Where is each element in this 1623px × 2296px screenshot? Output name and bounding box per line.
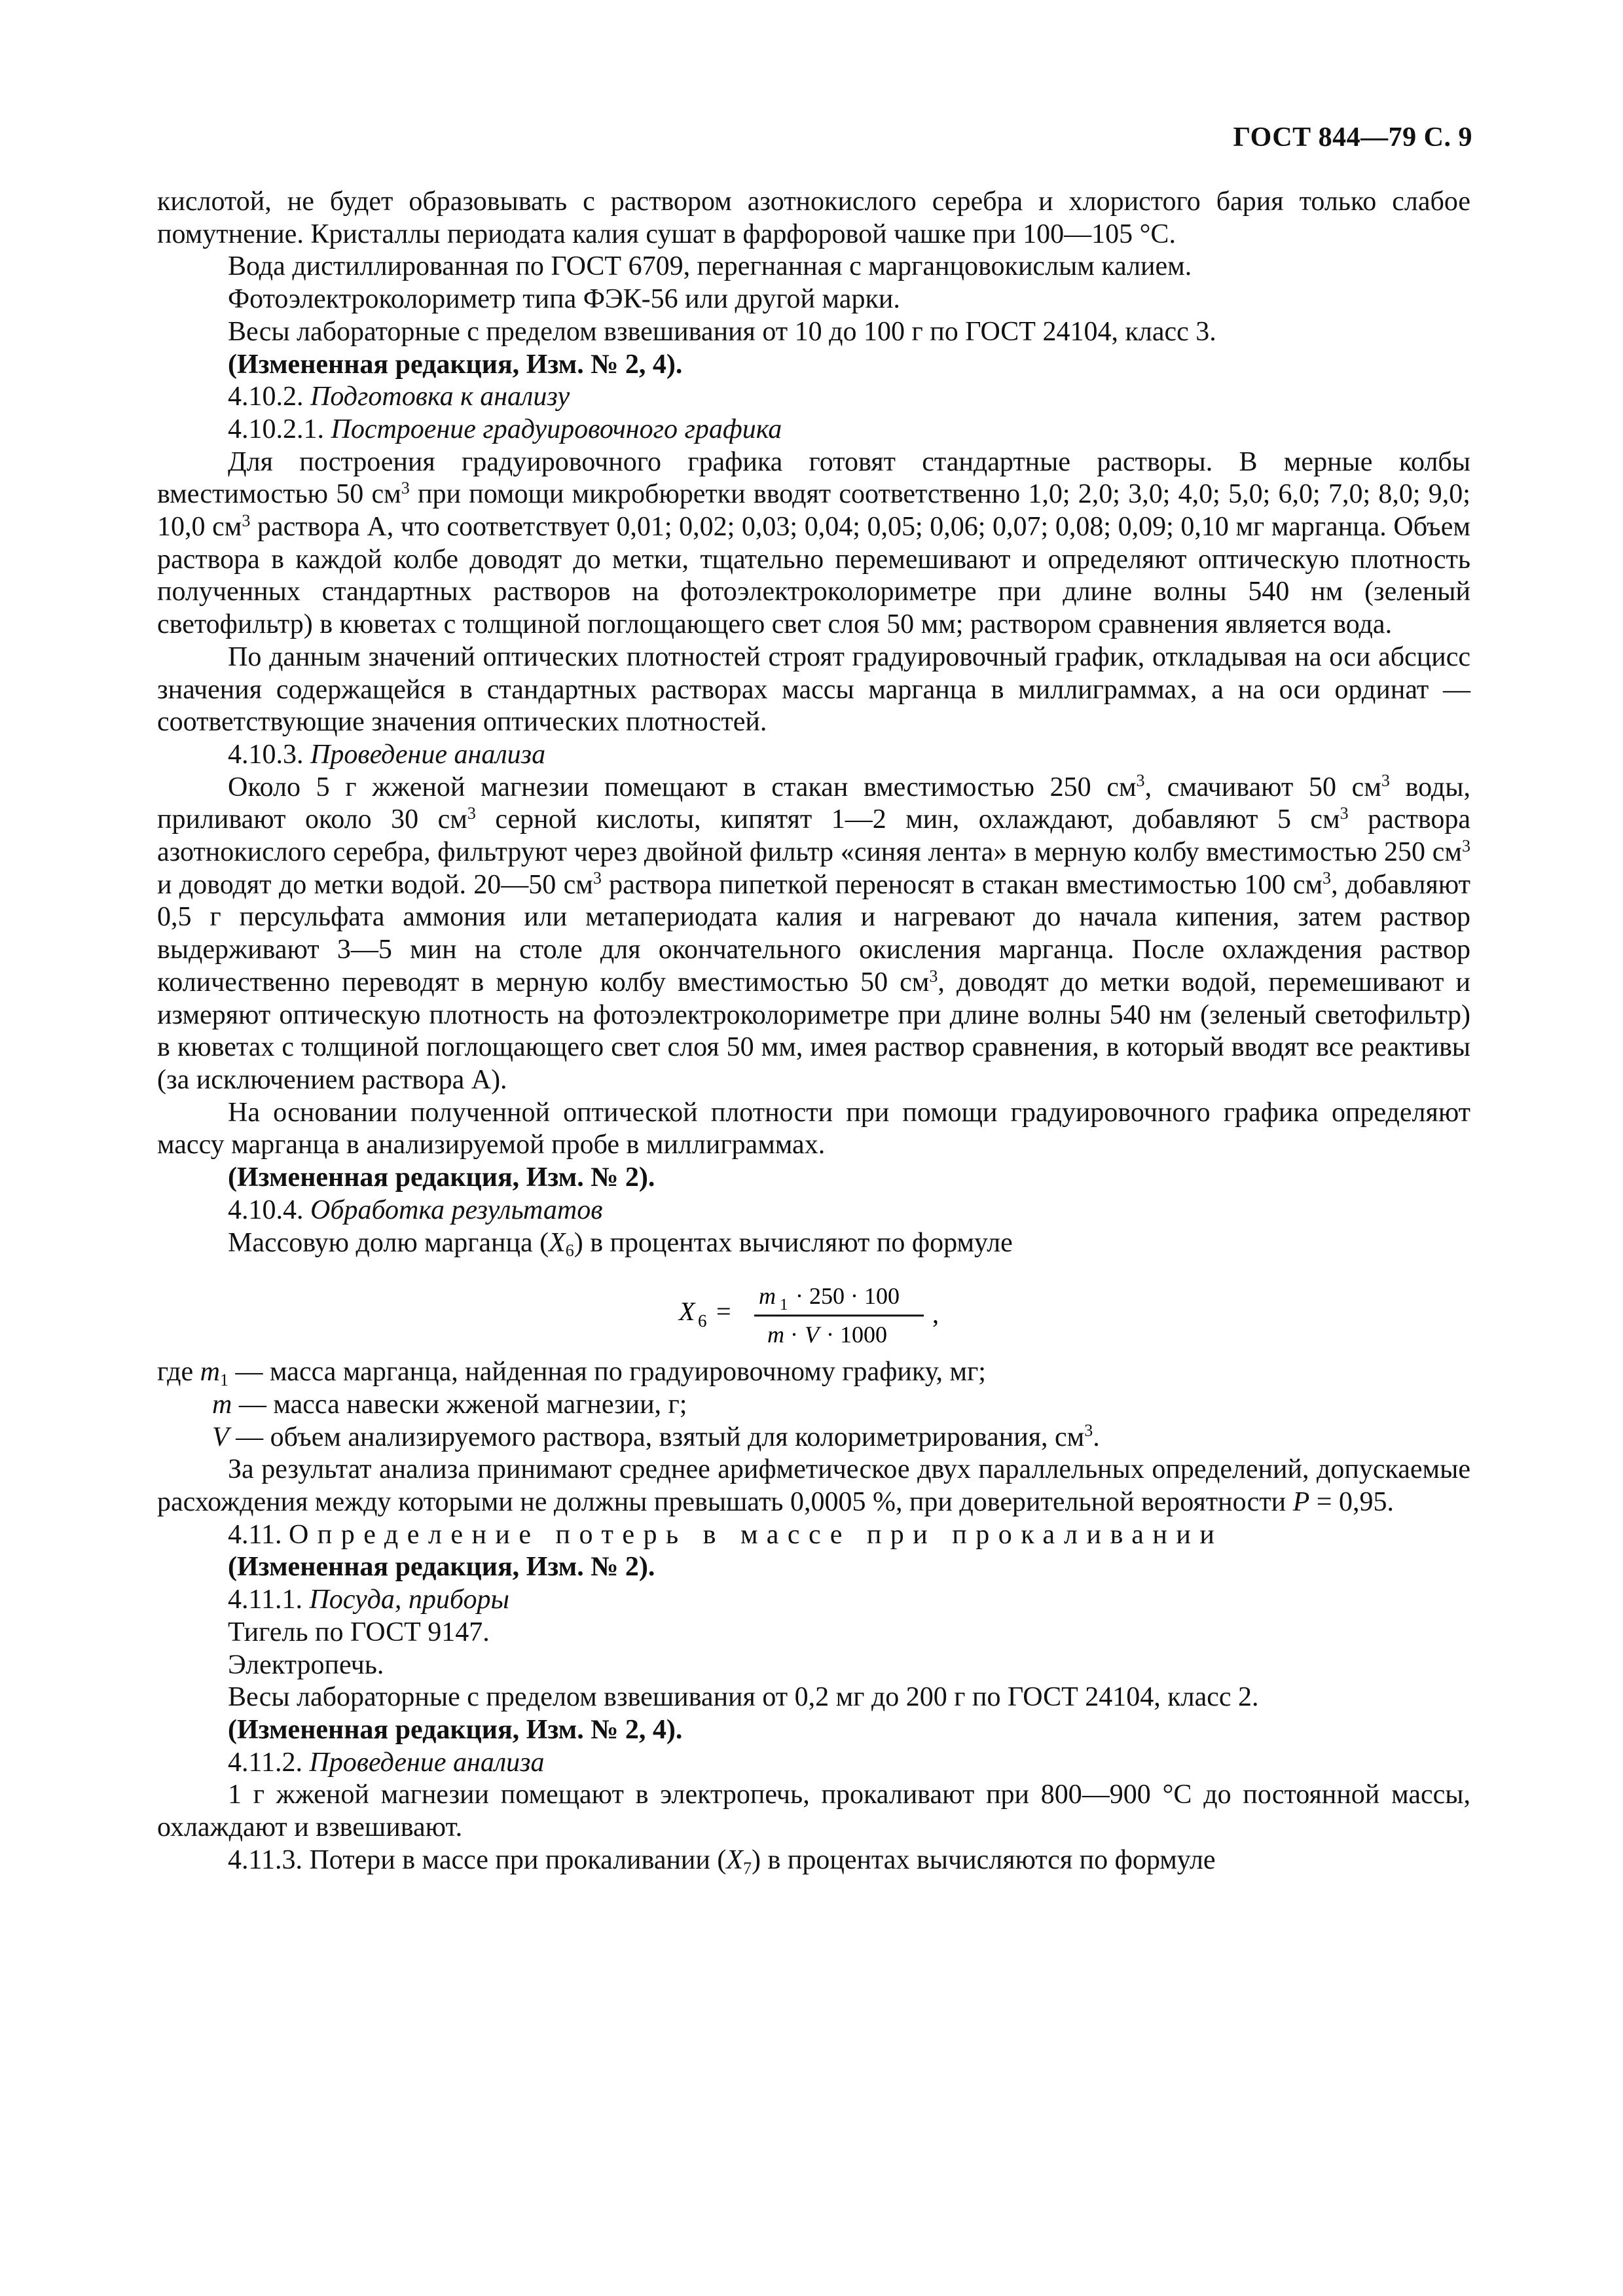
revision-note: (Измененная редакция, Изм. № 2). (228, 1552, 655, 1583)
subscript: 6 (565, 1241, 574, 1261)
text-run: где (157, 1357, 200, 1388)
superscript: 3 (1136, 771, 1145, 791)
paragraph: Фотоэлектроколориметр типа ФЭК-56 или другой марки. (228, 284, 900, 315)
section-heading (157, 739, 1470, 772)
legend-line (157, 1389, 1470, 1422)
subscript: 7 (743, 1858, 752, 1878)
document-body (157, 186, 1470, 1876)
paragraph (157, 1844, 1470, 1877)
variable: m (200, 1357, 220, 1388)
superscript: 3 (929, 966, 938, 986)
superscript: 3 (1340, 804, 1349, 823)
text-run: = 0,95. (1309, 1487, 1394, 1518)
text-run: 4.11.3. Потери в массе при прокаливании ( (228, 1844, 727, 1875)
text-run: серной кислоты, кипятят 1—2 мин, охлаждают, добавляют 5 см (475, 804, 1340, 835)
page-header: ГОСТ 844—79 С. 9 (1233, 122, 1472, 152)
variable: X (549, 1227, 566, 1258)
paragraph (157, 772, 1470, 1097)
section-number: 4.11.2. (228, 1747, 302, 1778)
section-number: 4.10.2. (228, 382, 304, 412)
section-title: Построение градуировочного графика (331, 414, 782, 444)
section-heading (157, 1747, 1470, 1780)
section-title: Проведение анализа (310, 739, 546, 770)
revision-note: (Измененная редакция, Изм. № 2). (228, 1162, 655, 1193)
variable: m (212, 1389, 232, 1420)
superscript: 3 (1322, 869, 1332, 888)
formula-lhs-var: X (679, 1297, 695, 1327)
text-run: — объем анализируемого раствора, взятый для колориметрирования, см (228, 1422, 1085, 1452)
section-title: Проведение анализа (309, 1747, 545, 1778)
paragraph: Весы лабораторные с пределом взвешивания от 0,2 мг до 200 г по ГОСТ 24104, класс 2. (228, 1682, 1259, 1713)
formula-den-var2: V (805, 1321, 819, 1348)
text-run: раствора азотнокислого серебра, фильтруют через двойной фильтр «синяя лента» в мерную колбу вместимостью 250 см (157, 804, 1471, 868)
formula-equals: = (716, 1297, 731, 1327)
formula-num-sub: 1 (780, 1296, 788, 1314)
revision-note: (Измененная редакция, Изм. № 2, 4). (228, 349, 683, 380)
formula-comma: , (932, 1299, 939, 1329)
paragraph (157, 1227, 1470, 1260)
formula-den-var: m (767, 1321, 784, 1348)
formula-num-rest: · 250 · 100 (795, 1283, 900, 1310)
section-heading (157, 1519, 1470, 1552)
superscript: 3 (1461, 836, 1470, 855)
section-number: 4.10.2.1. (228, 414, 324, 444)
paragraph: По данным значений оптических плотностей строят градуировочный график, откладывая на оси абсцисс значения содержащейся в стандартных растворах массы марганца в миллиграммах, а на оси ординат — соответствующие значения оптических плотностей. (157, 641, 1470, 738)
superscript: 3 (1381, 771, 1390, 791)
paragraph: Тигель по ГОСТ 9147. (228, 1617, 490, 1647)
text-run: . (1093, 1422, 1100, 1452)
superscript: 3 (467, 804, 476, 823)
paragraph: кислотой, не будет образовывать с раствором азотнокислого серебра и хлористого бария только слабое помутнение. Кристаллы периодата калия сушат в фарфоровой чашке при 100—105 °С. (157, 187, 1470, 249)
legend-line (157, 1422, 1470, 1454)
text-run: раствора А, что соответствует 0,01; 0,02; 0,03; 0,04; 0,05; 0,06; 0,07; 0,08; 0,09; 0,10 мг марганца. Объем раствора в каждой колбе доводят до метки, тщательно перемешивают и определяют оптическую плотность полученных стандартных растворов на фотоэлектроколориметре при длине волны 540 нм (зеленый светофильтр) в кюветах с толщиной поглощающего свет слоя 50 мм; раствором сравнения является вода. (157, 512, 1470, 640)
text-run: ) в процентах вычисляются по формуле (752, 1844, 1216, 1875)
text-run: Около 5 г жженой магнезии помещают в стакан вместимостью 250 см (228, 772, 1137, 802)
section-title: Определение потерь в массе при прокаливании (288, 1519, 1224, 1550)
text-run: , смачивают 50 см (1144, 772, 1381, 802)
paragraph (157, 446, 1470, 641)
formula-lhs-sub: 6 (698, 1311, 707, 1331)
section-title: Посуда, приборы (309, 1585, 509, 1615)
formula-graphic (157, 1259, 1470, 1356)
text-run: — масса марганца, найденная по градуировочному графику, мг; (228, 1357, 986, 1388)
text-run: Для построения градуировочного графика готовят стандартные растворы. В мерные колбы вместимостью 50 см (157, 446, 1470, 510)
section-title: Подготовка к анализу (310, 382, 570, 412)
section-heading (157, 1584, 1470, 1617)
text-run: раствора пипеткой переносят в стакан вместимостью 100 см (601, 869, 1323, 900)
formula-den-dot: · (790, 1321, 798, 1348)
paragraph: Вода дистиллированная по ГОСТ 6709, перегнанная с марганцовокислым калием. (228, 251, 1192, 282)
paragraph: На основании полученной оптической плотности при помощи градуировочного графика определяют массу марганца в анализируемой пробе в миллиграммах. (157, 1097, 1470, 1160)
paragraph: 1 г жженой магнезии помещают в электропечь, прокаливают при 800—900 °С до постоянной массы, охлаждают и взвешивают. (157, 1780, 1470, 1843)
section-title: Обработка результатов (310, 1194, 603, 1225)
text-run: и доводят до метки водой. 20—50 см (157, 869, 593, 900)
text-run: при помощи микробюретки вводят соответственно 1,0; 2,0; 3,0; 4,0; 5,0; 6,0; 7,0; 8,0; 9,0; 10,0 см (157, 479, 1470, 543)
superscript: 3 (242, 511, 251, 530)
subscript: 1 (220, 1371, 229, 1390)
superscript: 3 (1084, 1421, 1093, 1441)
text-run: воды, приливают около 30 см (157, 772, 1471, 835)
text-run: , доводят до метки водой, перемешивают и измеряют оптическую плотность на фотоэлектроколориметре при длине волны 540 нм (зеленый светофильтр) в кюветах с толщиной поглощающего свет слоя 50 мм, имея раствор сравнения, в который вводят все реактивы (за исключением раствора А). (157, 967, 1470, 1095)
section-heading (157, 414, 1470, 446)
paragraph (157, 1454, 1470, 1518)
paragraph: Электропечь. (228, 1649, 384, 1680)
variable: V (212, 1422, 229, 1452)
text-run: Массовую долю марганца ( (228, 1227, 549, 1258)
variable: X (726, 1844, 744, 1875)
formula-x6 (157, 1259, 1470, 1356)
text-run: — масса навески жженой магнезии, г; (232, 1389, 687, 1420)
text-run: ) в процентах вычисляют по формуле (574, 1227, 1013, 1258)
superscript: 3 (593, 869, 602, 888)
variable: P (1292, 1487, 1310, 1518)
section-number: 4.10.3. (228, 739, 304, 770)
revision-note: (Измененная редакция, Изм. № 2, 4). (228, 1714, 683, 1745)
text-run: , добавляют 0,5 г персульфата аммония или метапериодата калия и нагревают до начала кипения, затем раствор выдерживают 3—5 мин на столе для окончательного окисления марганца. После охлаждения раствор количественно переводят в мерную колбу вместимостью 50 см (157, 869, 1470, 997)
text-run: За результат анализа принимают среднее арифметическое двух параллельных определений, допускаемые расхождения между которыми не должны превышать 0,0005 %, при доверительной вероятности (157, 1454, 1470, 1518)
section-number: 4.11.1. (228, 1585, 302, 1615)
section-heading (157, 1194, 1470, 1227)
legend-line (157, 1356, 1470, 1389)
superscript: 3 (401, 478, 410, 498)
section-number: 4.10.4. (228, 1194, 304, 1225)
section-heading (157, 381, 1470, 414)
formula-den-rest: · 1000 (826, 1321, 887, 1348)
paragraph: Весы лабораторные с пределом взвешивания от 10 до 100 г по ГОСТ 24104, класс 3. (228, 316, 1216, 347)
section-number: 4.11. (228, 1519, 282, 1550)
formula-num-var: m (759, 1283, 776, 1310)
